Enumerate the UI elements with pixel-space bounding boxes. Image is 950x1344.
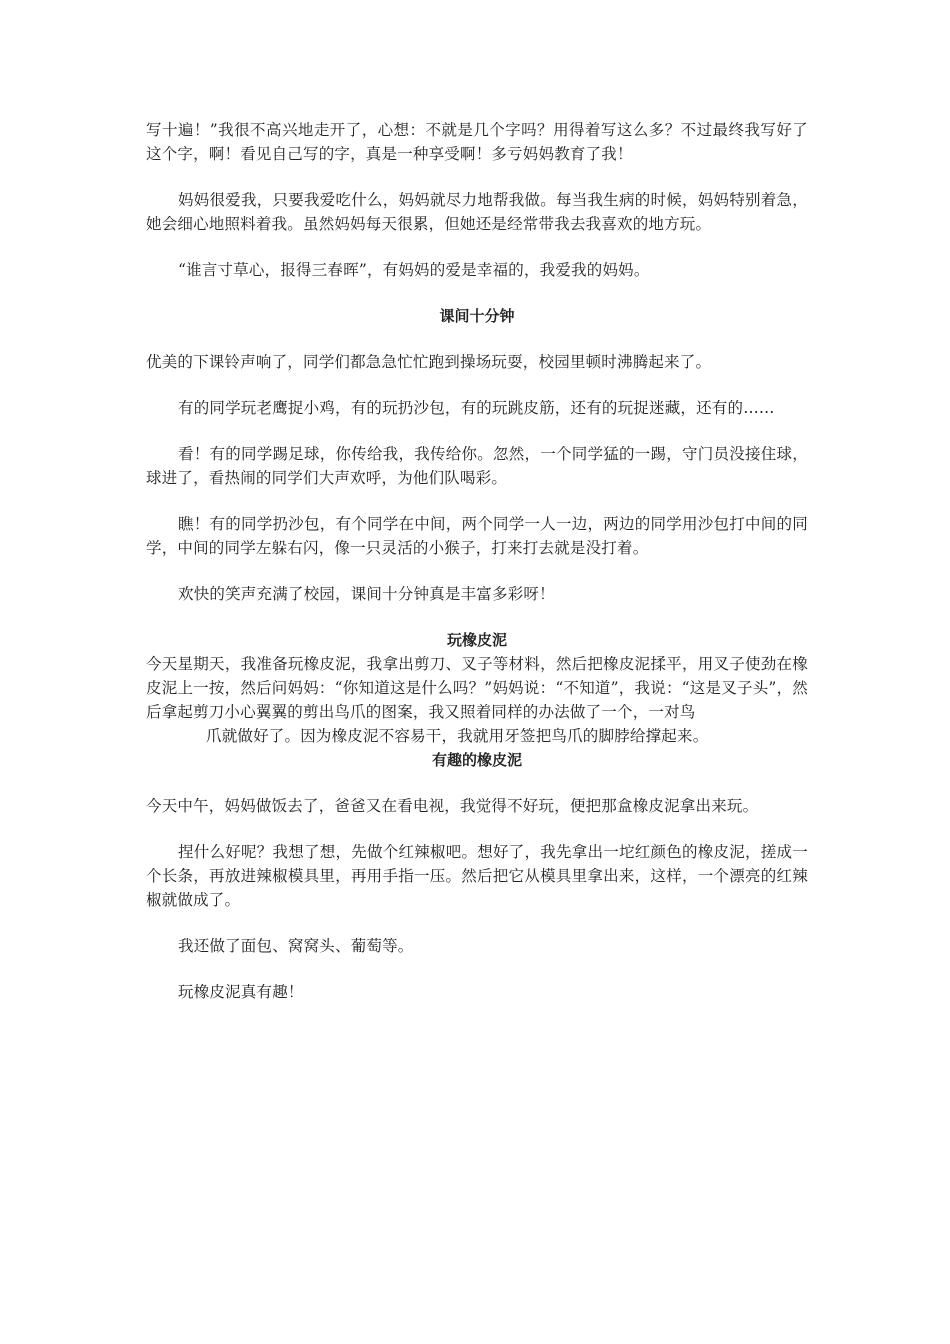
paragraph-10: 今天中午，妈妈做饭去了，爸爸又在看电视，我觉得不好玩，便把那盒橡皮泥拿出来玩。 [146, 797, 759, 815]
paragraph-7: 瞧！有的同学扔沙包，有个同学在中间，两个同学一人一边，两边的同学用沙包打中间的同学，中间的同学左躲右闪，像一只灵活的小猴子，打来打去就是没打着。 [146, 515, 808, 557]
paragraph-2: 妈妈很爱我，只要我爱吃什么，妈妈就尽力地帮我做。每当我生病的时候，妈妈特别着急，她会细心地照料着我。虽然妈妈每天很累，但她还是经常带我去我喜欢的地方玩。 [146, 191, 808, 233]
document-page [146, 118, 808, 1004]
paragraph-6: 看！有的同学踢足球，你传给我，我传给你。忽然，一个同学猛的一踢，守门员没接住球，球进了，看热闹的同学们大声欢呼，为他们队喝彩。 [146, 445, 808, 487]
paragraph-4: 优美的下课铃声响了，同学们都急急忙忙跑到操场玩耍，校园里顿时沸腾起来了。 [146, 353, 712, 371]
heading-fun-clay: 有趣的橡皮泥 [431, 751, 522, 769]
paragraph-13: 玩橡皮泥真有趣！ [178, 983, 304, 1001]
paragraph-5: 有的同学玩老鹰捉小鸡，有的玩扔沙包，有的玩跳皮筋，还有的玩捉迷藏，还有的…… [178, 399, 775, 417]
paragraph-8: 欢快的笑声充满了校园，课间十分钟真是丰富多彩呀！ [178, 585, 555, 603]
paragraph-12: 我还做了面包、窝窝头、葡萄等。 [178, 937, 414, 955]
paragraph-1: 写十遍！”我很不高兴地走开了，心想：不就是几个字吗？用得着写这么多？不过最终我写好了这个字，啊！看见自己写的字，真是一种享受啊！多亏妈妈教育了我！ [146, 121, 808, 163]
paragraph-9-continuation: 爪就做好了。因为橡皮泥不容易干，我就用牙签把鸟爪的脚脖给撑起来。 [206, 727, 709, 745]
heading-play-clay: 玩橡皮泥 [446, 631, 507, 649]
paragraph-3: “谁言寸草心，报得三春晖”，有妈妈的爱是幸福的，我爱我的妈妈。 [178, 261, 650, 279]
paragraph-9: 今天星期天，我准备玩橡皮泥，我拿出剪刀、叉子等材料，然后把橡皮泥揉平，用叉子使劲在橡皮泥上一按，然后问妈妈：“你知道这是什么吗？”妈妈说：“不知道”，我说：“这是叉子头”，然后拿起剪刀小心翼翼的剪出鸟爪的图案，我又照着同样的办法做了一个，一对鸟 [146, 655, 808, 721]
heading-recess: 课间十分钟 [439, 307, 515, 325]
paragraph-11: 捏什么好呢？我想了想，先做个红辣椒吧。想好了，我先拿出一坨红颜色的橡皮泥，搓成一个长条，再放进辣椒模具里，再用手指一压。然后把它从模具里拿出来，这样，一个漂亮的红辣椒就做成了。 [146, 843, 808, 909]
